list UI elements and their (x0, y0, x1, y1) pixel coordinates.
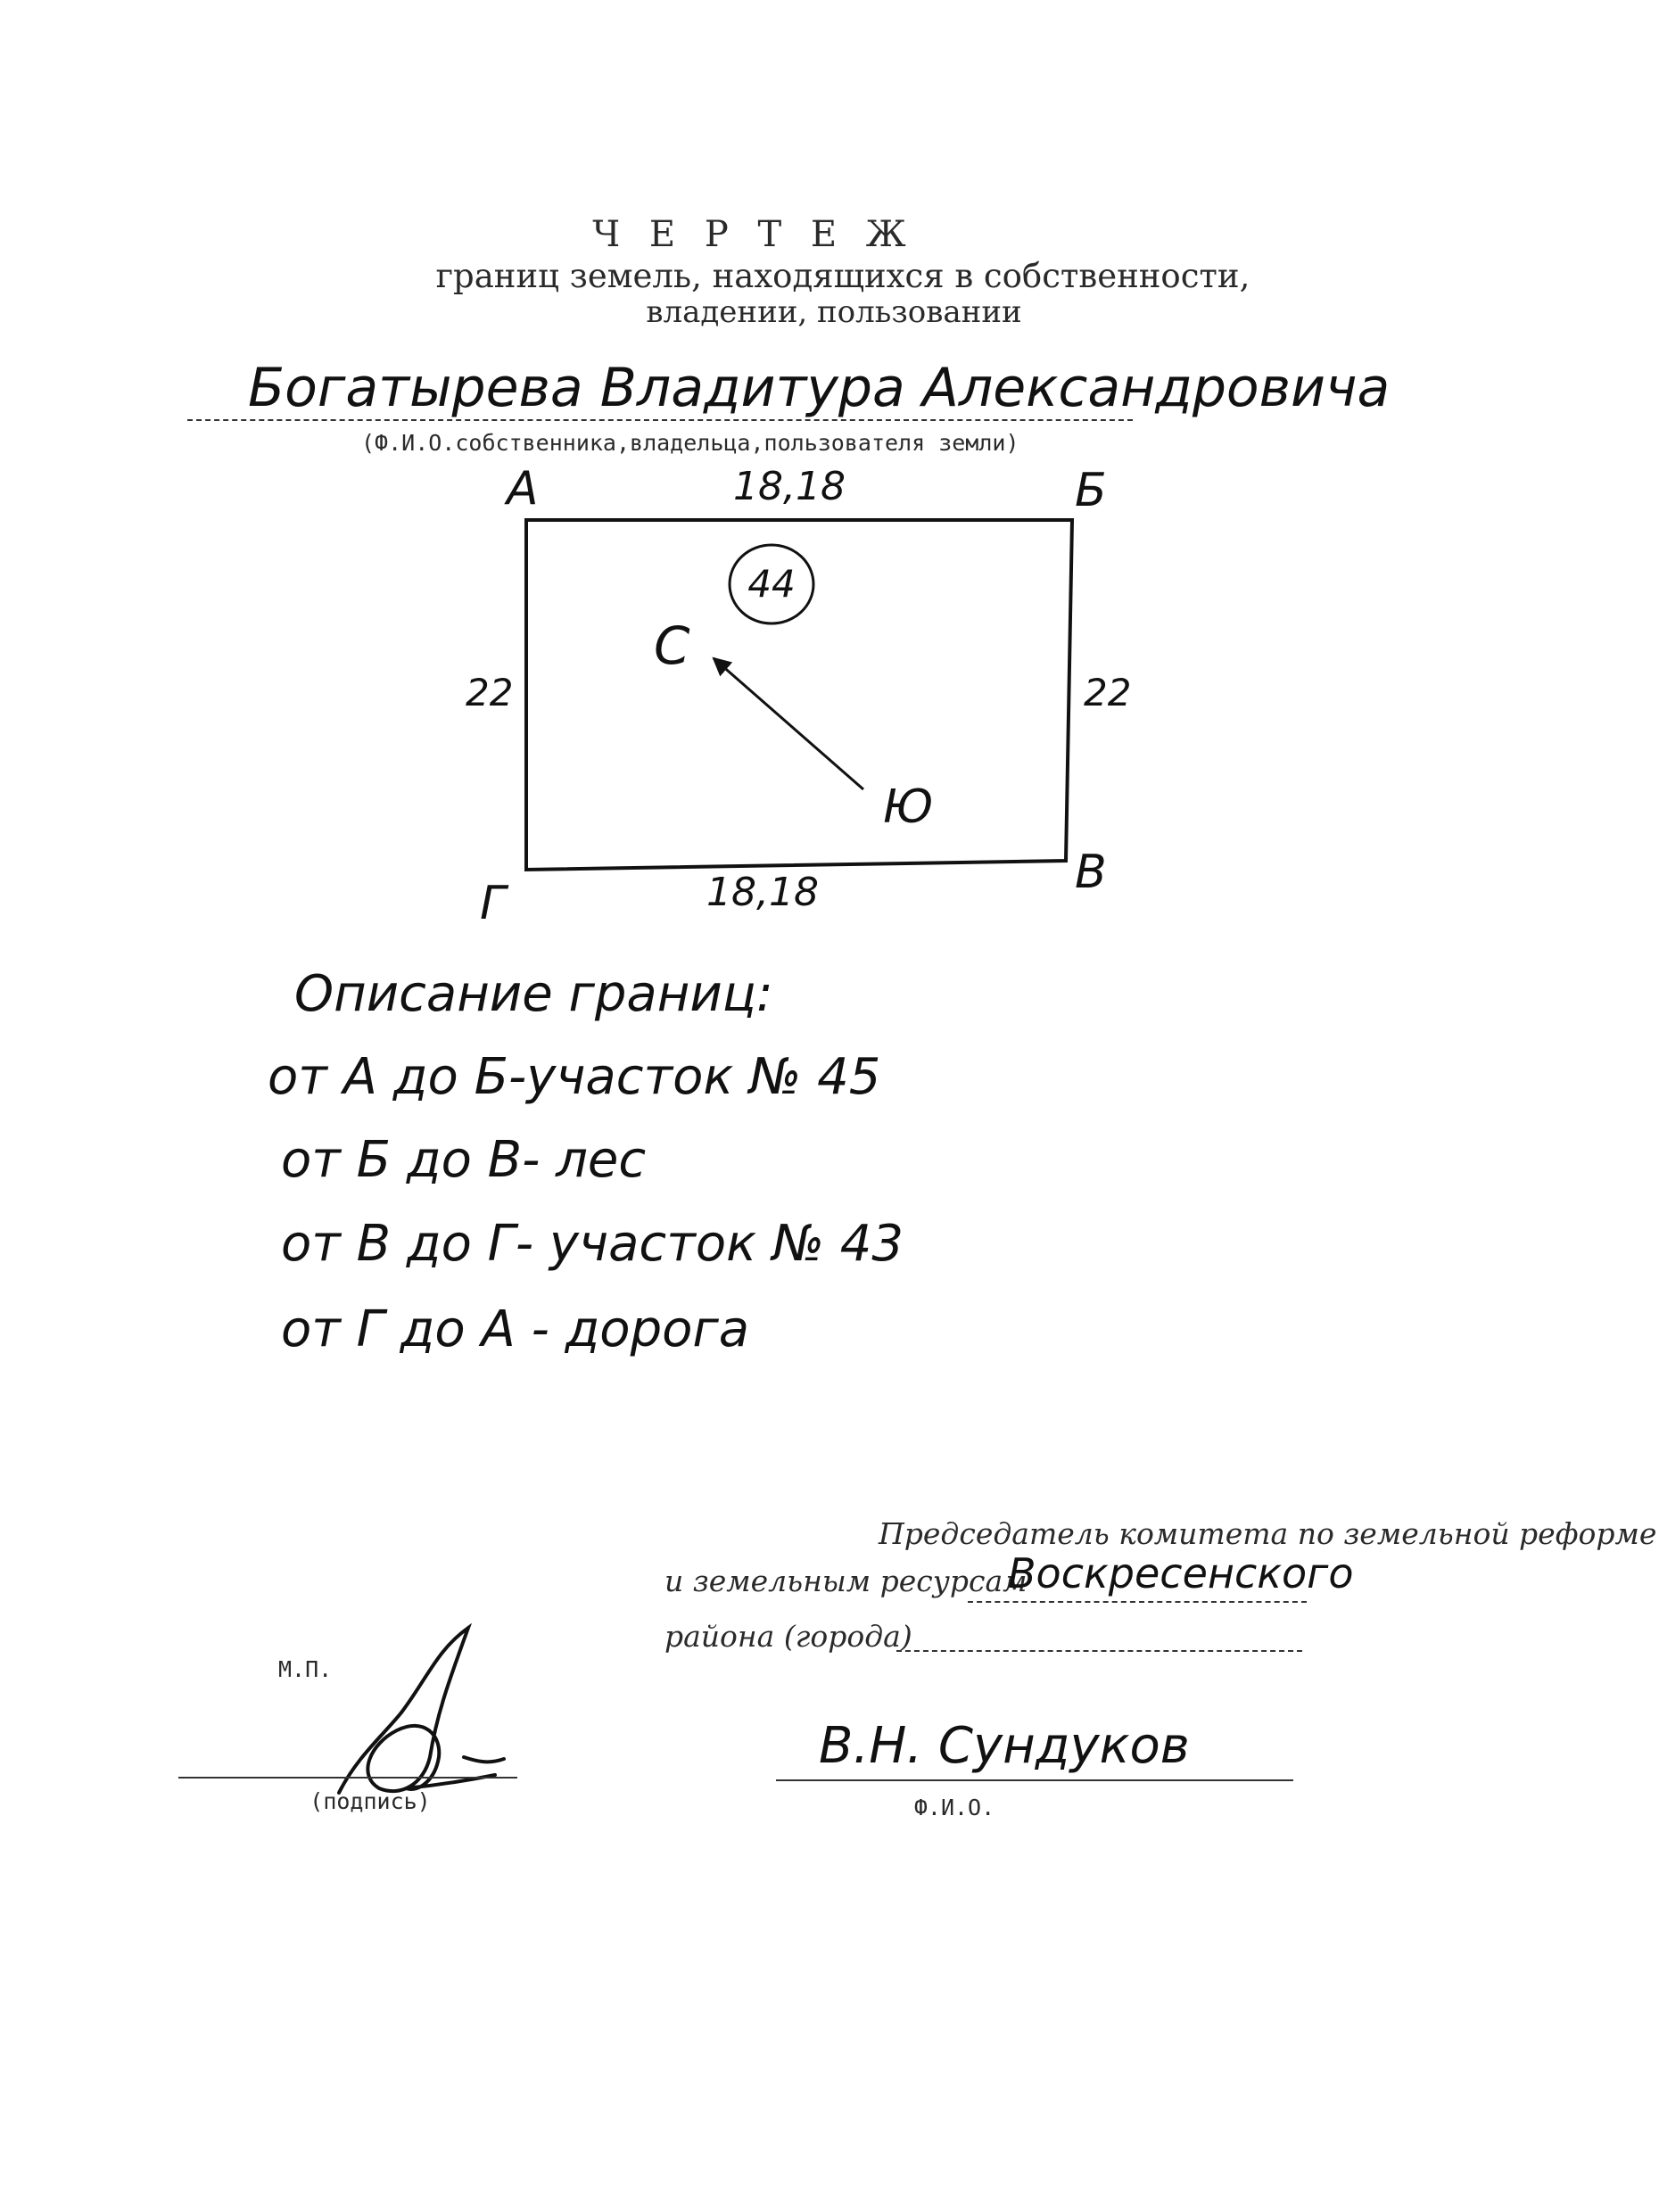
title-line-1: границ земель, находящихся в собственности, (435, 257, 1250, 295)
chair-line-1: Председатель комитета по земельной реформе (879, 1516, 1657, 1551)
owner-name: Богатырева Владитура Александровича (248, 357, 1391, 419)
owner-name-caption: (Ф.И.О.собственника,владельца,пользователя земли) (361, 430, 1019, 456)
description-line-2: от Б до В- лес (281, 1131, 647, 1189)
description-line-1: от А до Б-участок № 45 (268, 1048, 881, 1106)
chair-line-3: района (города) (664, 1619, 912, 1654)
corner-v-label: В (1075, 846, 1107, 899)
side-left-length: 22 (466, 671, 514, 714)
side-top-length: 18,18 (733, 464, 846, 509)
side-bottom-length: 18,18 (706, 870, 819, 915)
compass-arrow (714, 658, 863, 789)
signature-scribble (330, 1623, 535, 1802)
mp-label: М.П. (278, 1656, 333, 1682)
compass-north-label: С (654, 615, 690, 676)
chair-line-2: и земельным ресурсам (664, 1564, 1028, 1598)
description-line-3: от В до Г- участок № 43 (281, 1215, 904, 1273)
name-caption: Ф.И.О. (913, 1795, 995, 1820)
chair-name-line (776, 1779, 1293, 1781)
plot-number: 44 (747, 562, 796, 606)
corner-a-label: А (507, 462, 539, 516)
signature-caption: (подпись) (310, 1788, 431, 1814)
compass-south-label: Ю (883, 780, 934, 834)
corner-b-label: Б (1075, 464, 1107, 517)
chair-line-3-underline (896, 1650, 1302, 1652)
district-name: Воскресенского (1008, 1549, 1354, 1597)
description-title: Описание границ: (294, 965, 773, 1023)
title-line-2: владении, пользовании (646, 294, 1022, 330)
side-right-length: 22 (1084, 671, 1132, 714)
corner-g-label: Г (480, 877, 506, 930)
plot-boundary (526, 520, 1072, 870)
description-line-4: от Г до А - дорога (281, 1300, 750, 1358)
signature-line (178, 1777, 517, 1779)
chair-name: В.Н. Сундуков (819, 1717, 1190, 1775)
district-underline (968, 1601, 1307, 1603)
document-title: Ч Е Р Т Е Ж (592, 214, 915, 255)
